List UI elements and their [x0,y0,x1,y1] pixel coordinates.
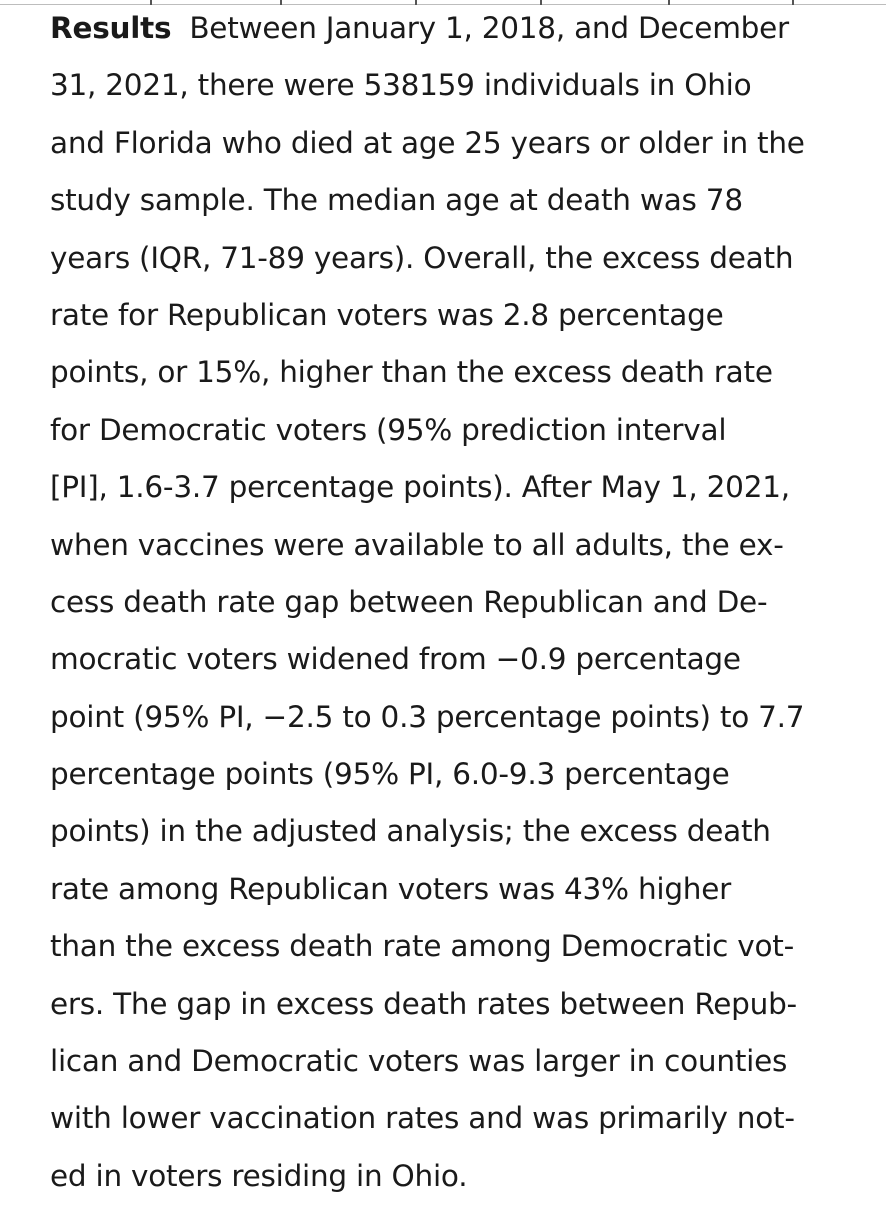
text-line: than the excess death rate among Democratic vot- [50,929,794,964]
text-line: mocratic voters widened from −0.9 percentage [50,642,741,677]
text-line-content: Between January 1, 2018, and December [189,11,789,45]
results-section [50,0,840,1205]
section-label: Results [50,11,172,45]
text-line: with lower vaccination rates and was primarily not- [50,1101,795,1136]
text-line: and Florida who died at age 25 years or older in the [50,125,805,160]
text-line [50,0,840,57]
text-line: rate for Republican voters was 2.8 percentage [50,297,724,332]
text-line: study sample. The median age at death was 78 [50,183,743,218]
text-line: for Democratic voters (95% prediction interval [50,412,727,447]
text-line: cess death rate gap between Republican and De- [50,584,768,619]
text-line: years (IQR, 71-89 years). Overall, the excess death [50,240,794,275]
text-line: when vaccines were available to all adults, the ex- [50,527,784,562]
text-line: points) in the adjusted analysis; the excess death [50,814,771,849]
text-line: ers. The gap in excess death rates between Repub- [50,986,797,1021]
text-line: lican and Democratic voters was larger in counties [50,1044,788,1079]
text-line: point (95% PI, −2.5 to 0.3 percentage points) to 7.7 [50,699,805,734]
text-line: points, or 15%, higher than the excess death rate [50,355,773,390]
text-line: 31, 2021, there were 538159 individuals in Ohio [50,68,752,103]
text-line: rate among Republican voters was 43% higher [50,871,732,906]
text-line: [PI], 1.6-3.7 percentage points). After May 1, 2021, [50,470,790,505]
text-line: ed in voters residing in Ohio. [50,1158,468,1193]
text-line: percentage points (95% PI, 6.0-9.3 percentage [50,757,730,792]
